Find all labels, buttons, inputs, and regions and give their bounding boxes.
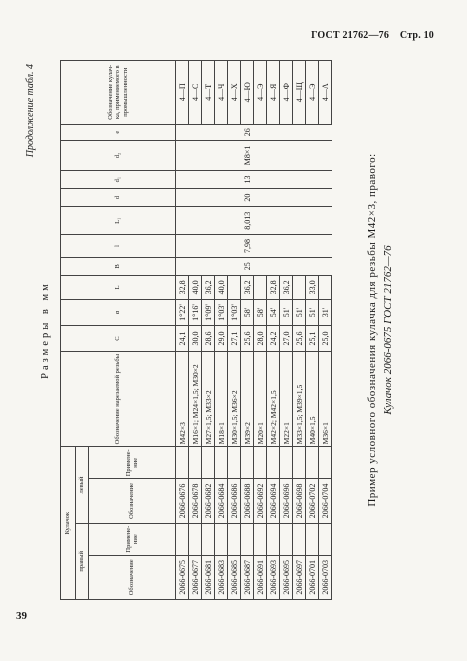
cell-kulachok-ref: 4—Ю — [241, 61, 254, 125]
header-pravyi: правый — [76, 523, 89, 599]
cell-right-applicability — [241, 523, 254, 555]
header-thread: Обозначение нарезаемой резьбы — [61, 351, 176, 446]
cell-alpha: 1°03' — [215, 299, 228, 325]
cell-b — [319, 257, 332, 275]
cell-right-designation: 2066-0695 — [280, 555, 293, 599]
cell-kulachok-ref: 4—С — [189, 61, 202, 125]
cell-alpha: 51' — [280, 299, 293, 325]
cell-l-small — [189, 235, 202, 257]
dimensions-table — [60, 60, 332, 600]
header-applicability-left: Примене-ние — [89, 447, 176, 479]
cell-d — [202, 189, 215, 207]
cell-l-big — [254, 275, 267, 299]
cell-c: 29,0 — [215, 326, 228, 352]
cell-l1 — [254, 207, 267, 235]
cell-l-big: 36,2 — [241, 275, 254, 299]
cell-d2 — [189, 140, 202, 170]
cell-left-designation: 2066-0702 — [306, 479, 319, 523]
cell-d2 — [254, 140, 267, 170]
cell-right-applicability — [254, 523, 267, 555]
cell-d1 — [228, 170, 241, 188]
cell-c: 28,6 — [202, 326, 215, 352]
cell-l-small — [202, 235, 215, 257]
cell-d — [215, 189, 228, 207]
cell-c: 25,1 — [306, 326, 319, 352]
cell-e — [189, 124, 202, 140]
cell-b — [267, 257, 280, 275]
page-label: Стр. 10 — [399, 30, 434, 41]
cell-left-designation: 2066-0688 — [241, 479, 254, 523]
cell-e — [215, 124, 228, 140]
table-row — [319, 61, 332, 600]
cell-kulachok-ref: 4—Я — [267, 61, 280, 125]
example-line-1: Пример условного обозначения кулачка для резьбы М42×3, правого: — [366, 153, 378, 507]
header-applicability-right: Примене-ние — [89, 523, 176, 555]
header-designation-left: Обозначение — [89, 479, 176, 523]
cell-e — [306, 124, 319, 140]
cell-left-applicability — [254, 447, 267, 479]
cell-b — [280, 257, 293, 275]
cell-thread: М40×1,5 — [306, 351, 319, 446]
cell-left-applicability — [241, 447, 254, 479]
cell-alpha: 58' — [241, 299, 254, 325]
cell-l1 — [319, 207, 332, 235]
cell-right-designation: 2066-0685 — [228, 555, 241, 599]
cell-left-designation: 2066-0694 — [267, 479, 280, 523]
cell-left-applicability — [176, 447, 189, 479]
cell-alpha: 51' — [306, 299, 319, 325]
cell-kulachok-ref: 4—Т — [202, 61, 215, 125]
running-header — [311, 30, 434, 41]
header-l-small: l — [61, 235, 176, 257]
cell-d2 — [293, 140, 306, 170]
cell-l-big: 33,0 — [306, 275, 319, 299]
cell-b — [306, 257, 319, 275]
cell-l-small — [306, 235, 319, 257]
cell-right-designation: 2066-0683 — [215, 555, 228, 599]
cell-b — [254, 257, 267, 275]
header-d: d — [61, 189, 176, 207]
cell-e — [202, 124, 215, 140]
cell-thread: М20×1 — [254, 351, 267, 446]
cell-kulachok-ref: 4—Λ — [319, 61, 332, 125]
cell-l-small — [267, 235, 280, 257]
cell-right-designation: 2066-0703 — [319, 555, 332, 599]
cell-c: 27,0 — [280, 326, 293, 352]
cell-d1 — [176, 170, 189, 188]
cell-d2 — [306, 140, 319, 170]
cell-left-applicability — [189, 447, 202, 479]
cell-d — [254, 189, 267, 207]
cell-b — [215, 257, 228, 275]
cell-l1 — [202, 207, 215, 235]
page-number: 39 — [16, 610, 27, 622]
cell-c: 25,6 — [241, 326, 254, 352]
cell-kulachok-ref: 4—Ч — [215, 61, 228, 125]
cell-d — [306, 189, 319, 207]
cell-left-applicability — [319, 447, 332, 479]
cell-d — [267, 189, 280, 207]
cell-b — [293, 257, 306, 275]
cell-d1 — [189, 170, 202, 188]
cell-l-big — [319, 275, 332, 299]
cell-l-big — [293, 275, 306, 299]
cell-left-designation: 2066-0682 — [202, 479, 215, 523]
cell-alpha: 1°09' — [202, 299, 215, 325]
cell-d — [189, 189, 202, 207]
cell-right-applicability — [228, 523, 241, 555]
cell-d2: М8×1 — [241, 140, 254, 170]
cell-right-applicability — [306, 523, 319, 555]
cell-b — [228, 257, 241, 275]
header-b: B — [61, 257, 176, 275]
cell-l1 — [228, 207, 241, 235]
cell-d1 — [267, 170, 280, 188]
table-row — [228, 61, 241, 600]
cell-left-designation: 2066-0704 — [319, 479, 332, 523]
cell-left-applicability — [215, 447, 228, 479]
cell-d — [280, 189, 293, 207]
header-alpha: α — [61, 299, 176, 325]
cell-d2 — [176, 140, 189, 170]
cell-alpha: 54' — [267, 299, 280, 325]
cell-d2 — [267, 140, 280, 170]
cell-kulachok-ref: 4—П — [176, 61, 189, 125]
header-d2: d₂ — [61, 140, 176, 170]
cell-l1 — [293, 207, 306, 235]
header-c: C — [61, 326, 176, 352]
table-row — [293, 61, 306, 600]
cell-right-designation: 2066-0677 — [189, 555, 202, 599]
cell-left-applicability — [228, 447, 241, 479]
cell-d — [319, 189, 332, 207]
cell-right-designation: 2066-0701 — [306, 555, 319, 599]
cell-left-designation: 2066-0678 — [189, 479, 202, 523]
cell-d1 — [280, 170, 293, 188]
cell-l-big: 36,2 — [280, 275, 293, 299]
cell-thread: М36×1 — [319, 351, 332, 446]
cell-left-applicability — [306, 447, 319, 479]
cell-left-applicability — [280, 447, 293, 479]
cell-right-applicability — [215, 523, 228, 555]
example-line-2: Кулачок 2066-0675 ГОСТ 21762—76 — [382, 245, 394, 415]
cell-right-applicability — [280, 523, 293, 555]
cell-kulachok-ref: 4—Х — [228, 61, 241, 125]
cell-alpha: 51' — [293, 299, 306, 325]
cell-thread: М42×2; М42×1,5 — [267, 351, 280, 446]
cell-l-small — [228, 235, 241, 257]
standard-number: ГОСТ 21762—76 — [311, 30, 390, 41]
cell-e — [176, 124, 189, 140]
cell-right-designation: 2066-0693 — [267, 555, 280, 599]
cell-thread: М33×1,5; М39×1,5 — [293, 351, 306, 446]
cell-thread: М39×2 — [241, 351, 254, 446]
cell-b: 25 — [241, 257, 254, 275]
cell-d1: 13 — [241, 170, 254, 188]
cell-b — [202, 257, 215, 275]
cell-right-designation: 2066-0691 — [254, 555, 267, 599]
header-d1: d₁ — [61, 170, 176, 188]
table-row — [280, 61, 293, 600]
cell-right-applicability — [319, 523, 332, 555]
cell-c: 25,0 — [319, 326, 332, 352]
cell-d1 — [202, 170, 215, 188]
cell-d2 — [228, 140, 241, 170]
cell-right-applicability — [293, 523, 306, 555]
cell-left-designation: 2066-0686 — [228, 479, 241, 523]
cell-l-big — [228, 275, 241, 299]
cell-d1 — [319, 170, 332, 188]
header-levyi: левый — [76, 447, 89, 523]
header-kulachok: Кулачок — [61, 447, 76, 600]
cell-b — [189, 257, 202, 275]
cell-left-designation: 2066-0692 — [254, 479, 267, 523]
header-l-big: L — [61, 275, 176, 299]
cell-right-applicability — [202, 523, 215, 555]
table-row — [306, 61, 319, 600]
cell-l-big: 32,8 — [176, 275, 189, 299]
cell-d2 — [280, 140, 293, 170]
table-row — [202, 61, 215, 600]
header-designation-right: Обозначение — [89, 555, 176, 599]
table-row — [267, 61, 280, 600]
cell-c: 25,6 — [293, 326, 306, 352]
cell-thread: М16×1; М24×1,5; М30×2 — [189, 351, 202, 446]
cell-c: 30,0 — [189, 326, 202, 352]
cell-c: 28,0 — [254, 326, 267, 352]
cell-left-designation: 2066-0698 — [293, 479, 306, 523]
cell-l-small — [254, 235, 267, 257]
cell-l1: 8,013 — [241, 207, 254, 235]
cell-left-applicability — [293, 447, 306, 479]
cell-e — [280, 124, 293, 140]
cell-kulachok-ref: 4—Э — [306, 61, 319, 125]
cell-alpha: 1°03' — [228, 299, 241, 325]
rotated-table-block — [22, 60, 422, 600]
cell-right-applicability — [189, 523, 202, 555]
cell-l-big: 36,2 — [202, 275, 215, 299]
cell-right-designation: 2066-0675 — [176, 555, 189, 599]
cell-alpha: 1°22' — [176, 299, 189, 325]
cell-e — [319, 124, 332, 140]
cell-d2 — [319, 140, 332, 170]
cell-l-small — [280, 235, 293, 257]
cell-d — [293, 189, 306, 207]
cell-right-designation: 2066-0687 — [241, 555, 254, 599]
cell-alpha: 31' — [319, 299, 332, 325]
cell-l-small: 7,98 — [241, 235, 254, 257]
cell-l1 — [280, 207, 293, 235]
cell-d1 — [293, 170, 306, 188]
cell-l1 — [267, 207, 280, 235]
cell-left-applicability — [267, 447, 280, 479]
cell-right-designation: 2066-0681 — [202, 555, 215, 599]
cell-thread: М42×3 — [176, 351, 189, 446]
continuation-label: Продолжение табл. 4 — [25, 64, 36, 158]
cell-l-big: 40,0 — [189, 275, 202, 299]
cell-thread: М22×1 — [280, 351, 293, 446]
cell-left-applicability — [202, 447, 215, 479]
cell-d1 — [306, 170, 319, 188]
cell-l1 — [306, 207, 319, 235]
cell-left-designation: 2066-0676 — [176, 479, 189, 523]
table-row — [254, 61, 267, 600]
cell-l-small — [215, 235, 228, 257]
cell-d2 — [202, 140, 215, 170]
cell-l1 — [189, 207, 202, 235]
cell-c: 27,1 — [228, 326, 241, 352]
table-row — [241, 61, 254, 600]
table-row — [215, 61, 228, 600]
cell-e — [267, 124, 280, 140]
cell-thread: М18×1 — [215, 351, 228, 446]
header-e: e — [61, 124, 176, 140]
cell-l1 — [215, 207, 228, 235]
header-kulachok-ref: Обозначение кулач-ка, применяемого в промышленности — [61, 61, 176, 125]
cell-l-small — [293, 235, 306, 257]
cell-e — [228, 124, 241, 140]
cell-l-big: 32,8 — [267, 275, 280, 299]
cell-d: 20 — [241, 189, 254, 207]
cell-right-applicability — [267, 523, 280, 555]
table-row — [189, 61, 202, 600]
cell-l1 — [176, 207, 189, 235]
header-l1: L₁ — [61, 207, 176, 235]
cell-l-big: 40,0 — [215, 275, 228, 299]
cell-d — [228, 189, 241, 207]
cell-c: 24,2 — [267, 326, 280, 352]
cell-alpha: 58' — [254, 299, 267, 325]
cell-kulachok-ref: 4—Щ — [293, 61, 306, 125]
cell-left-designation: 2066-0684 — [215, 479, 228, 523]
cell-d1 — [254, 170, 267, 188]
table-caption: Размеры в мм — [40, 281, 51, 379]
cell-kulachok-ref: 4—Э — [254, 61, 267, 125]
table-row — [176, 61, 189, 600]
cell-right-designation: 2066-0697 — [293, 555, 306, 599]
cell-e — [254, 124, 267, 140]
cell-d — [176, 189, 189, 207]
cell-e: 26 — [241, 124, 254, 140]
cell-l-small — [319, 235, 332, 257]
cell-kulachok-ref: 4—Ф — [280, 61, 293, 125]
cell-l-small — [176, 235, 189, 257]
cell-thread: М30×1,5; М36×2 — [228, 351, 241, 446]
cell-right-applicability — [176, 523, 189, 555]
cell-d2 — [215, 140, 228, 170]
cell-alpha: 1°16' — [189, 299, 202, 325]
cell-e — [293, 124, 306, 140]
cell-b — [176, 257, 189, 275]
cell-thread: М27×1,5; М33×2 — [202, 351, 215, 446]
cell-c: 24,1 — [176, 326, 189, 352]
cell-left-designation: 2066-0696 — [280, 479, 293, 523]
cell-d1 — [215, 170, 228, 188]
